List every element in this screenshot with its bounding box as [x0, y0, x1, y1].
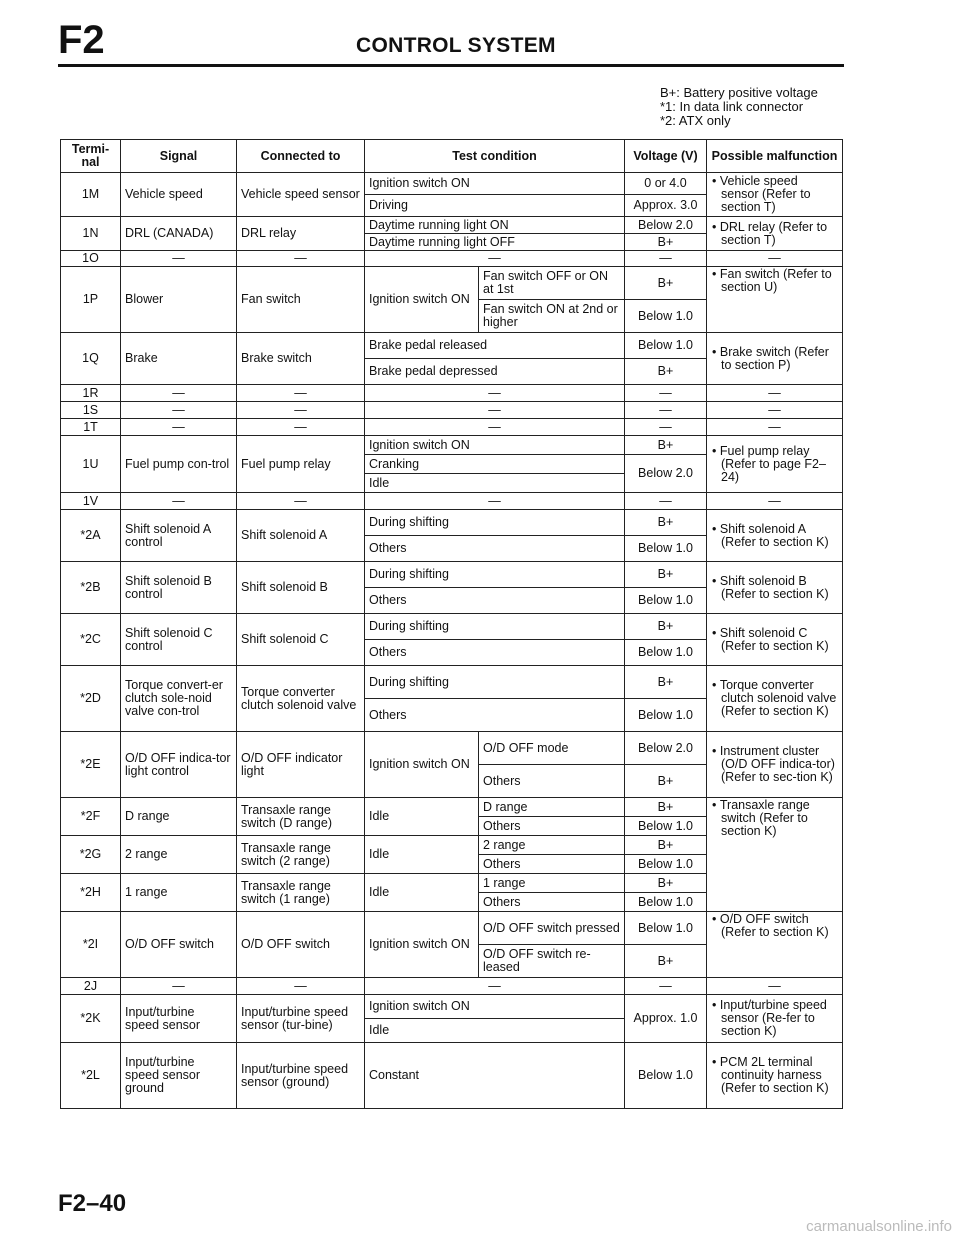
malfunction-cell: • Shift solenoid A (Refer to section K): [707, 510, 843, 562]
connected-cell: —: [237, 493, 365, 510]
note-atx: *2: ATX only: [660, 113, 731, 128]
signal-cell: 2 range: [121, 836, 237, 874]
signal-cell: Input/turbine speed sensor ground: [121, 1043, 237, 1109]
connected-cell: Fuel pump relay: [237, 436, 365, 493]
table-row: [61, 493, 843, 510]
voltage-cell: —: [625, 493, 707, 510]
terminal-cell: 1R: [61, 385, 121, 402]
voltage-cell: 0 or 4.0: [625, 173, 707, 195]
voltage-cell: B+: [625, 765, 707, 798]
page-number: F2–40: [58, 1190, 127, 1217]
test-cell: D range: [479, 798, 625, 817]
voltage-cell: Below 1.0: [625, 893, 707, 912]
signal-cell: —: [121, 419, 237, 436]
test-cell: Idle: [365, 1019, 625, 1043]
col-signal: Signal: [121, 140, 237, 173]
test-cell: Idle: [365, 474, 625, 493]
malfunction-cell: —: [707, 251, 843, 267]
signal-cell: —: [121, 385, 237, 402]
voltage-cell: B+: [625, 874, 707, 893]
table-row: [61, 510, 843, 536]
connected-cell: Brake switch: [237, 333, 365, 385]
terminal-cell: *2B: [61, 562, 121, 614]
test-cell: 1 range: [479, 874, 625, 893]
malfunction-cell: —: [707, 402, 843, 419]
signal-cell: D range: [121, 798, 237, 836]
test-group-cell: Idle: [365, 798, 479, 836]
terminal-cell: *2F: [61, 798, 121, 836]
voltage-cell: —: [625, 978, 707, 995]
voltage-cell: B+: [625, 798, 707, 817]
malfunction-cell: • PCM 2L terminal continuity harness (Refer to section K): [707, 1043, 843, 1109]
malfunction-cell: • Fan switch (Refer to section U): [707, 267, 843, 333]
signal-cell: Input/turbine speed sensor: [121, 995, 237, 1043]
signal-cell: Shift solenoid B control: [121, 562, 237, 614]
connected-cell: DRL relay: [237, 217, 365, 251]
table-row: [61, 333, 843, 359]
malfunction-cell: —: [707, 385, 843, 402]
voltage-cell: Below 2.0: [625, 217, 707, 234]
malfunction-cell: • O/D OFF switch (Refer to section K): [707, 912, 843, 978]
test-group-cell: Ignition switch ON: [365, 912, 479, 978]
connected-cell: Transaxle range switch (1 range): [237, 874, 365, 912]
voltage-cell: Below 1.0: [625, 1043, 707, 1109]
test-cell: —: [365, 251, 625, 267]
connected-cell: Shift solenoid B: [237, 562, 365, 614]
voltage-cell: —: [625, 419, 707, 436]
voltage-cell: B+: [625, 267, 707, 300]
test-group-cell: Ignition switch ON: [365, 732, 479, 798]
table-row: [61, 912, 843, 945]
header-rule: [58, 64, 844, 67]
voltage-cell: Below 1.0: [625, 912, 707, 945]
test-cell: Fan switch OFF or ON at 1st: [479, 267, 625, 300]
test-cell: Others: [365, 699, 625, 732]
test-cell: During shifting: [365, 510, 625, 536]
signal-cell: O/D OFF indica-tor light control: [121, 732, 237, 798]
signal-cell: —: [121, 493, 237, 510]
table-row: [61, 436, 843, 455]
col-terminal: Termi-nal: [61, 140, 121, 173]
test-cell: Daytime running light OFF: [365, 234, 625, 251]
signal-cell: 1 range: [121, 874, 237, 912]
malfunction-cell: • Vehicle speed sensor (Refer to section T): [707, 173, 843, 217]
connected-cell: Fan switch: [237, 267, 365, 333]
test-cell: O/D OFF switch re-leased: [479, 945, 625, 978]
connected-cell: Input/turbine speed sensor (ground): [237, 1043, 365, 1109]
connected-cell: Shift solenoid C: [237, 614, 365, 666]
terminal-cell: *2I: [61, 912, 121, 978]
terminal-cell: *2H: [61, 874, 121, 912]
voltage-cell: Approx. 3.0: [625, 195, 707, 217]
voltage-cell: Below 1.0: [625, 640, 707, 666]
test-cell: Others: [479, 817, 625, 836]
test-cell: Brake pedal depressed: [365, 359, 625, 385]
note-dlc: *1: In data link connector: [660, 99, 804, 114]
terminal-cell: *2D: [61, 666, 121, 732]
table-row: [61, 995, 843, 1019]
terminal-cell: 1V: [61, 493, 121, 510]
test-cell: Cranking: [365, 455, 625, 474]
voltage-cell: Approx. 1.0: [625, 995, 707, 1043]
malfunction-cell: • Shift solenoid B (Refer to section K): [707, 562, 843, 614]
voltage-cell: —: [625, 385, 707, 402]
signal-cell: Fuel pump con-trol: [121, 436, 237, 493]
test-cell: Ignition switch ON: [365, 436, 625, 455]
terminal-cell: 2J: [61, 978, 121, 995]
connected-cell: Torque converter clutch solenoid valve: [237, 666, 365, 732]
table-row: [61, 614, 843, 640]
voltage-cell: B+: [625, 436, 707, 455]
voltage-cell: B+: [625, 945, 707, 978]
test-cell: Others: [479, 765, 625, 798]
signal-cell: —: [121, 251, 237, 267]
table-row: [61, 666, 843, 699]
test-cell: O/D OFF mode: [479, 732, 625, 765]
table-row: [61, 1043, 843, 1109]
section-code: F2: [58, 18, 105, 62]
connected-cell: Vehicle speed sensor: [237, 173, 365, 217]
test-cell: Daytime running light ON: [365, 217, 625, 234]
test-cell: Others: [365, 536, 625, 562]
voltage-cell: Below 2.0: [625, 732, 707, 765]
test-cell: Fan switch ON at 2nd or higher: [479, 300, 625, 333]
voltage-cell: B+: [625, 234, 707, 251]
col-connected: Connected to: [237, 140, 365, 173]
malfunction-cell: —: [707, 419, 843, 436]
test-cell: Ignition switch ON: [365, 995, 625, 1019]
test-cell: During shifting: [365, 562, 625, 588]
table-row: [61, 798, 843, 817]
test-cell: Others: [479, 893, 625, 912]
terminal-cell: *2L: [61, 1043, 121, 1109]
test-cell: —: [365, 493, 625, 510]
col-test: Test condition: [365, 140, 625, 173]
table-header-row: [61, 140, 843, 173]
table-row: [61, 978, 843, 995]
connected-cell: Transaxle range switch (2 range): [237, 836, 365, 874]
test-cell: O/D OFF switch pressed: [479, 912, 625, 945]
table-row: [61, 402, 843, 419]
voltage-cell: B+: [625, 562, 707, 588]
table-row: [61, 267, 843, 300]
voltage-cell: Below 1.0: [625, 817, 707, 836]
test-cell: —: [365, 385, 625, 402]
test-cell: Driving: [365, 195, 625, 217]
table-row: [61, 173, 843, 195]
test-cell: Ignition switch ON: [365, 173, 625, 195]
table-row: [61, 562, 843, 588]
signal-cell: Brake: [121, 333, 237, 385]
voltage-cell: —: [625, 251, 707, 267]
malfunction-cell: • Shift solenoid C (Refer to section K): [707, 614, 843, 666]
legend-notes: [660, 86, 818, 128]
test-cell: Others: [365, 640, 625, 666]
connected-cell: —: [237, 402, 365, 419]
terminal-cell: 1Q: [61, 333, 121, 385]
signal-cell: —: [121, 978, 237, 995]
signal-cell: Vehicle speed: [121, 173, 237, 217]
test-cell: During shifting: [365, 666, 625, 699]
signal-cell: Blower: [121, 267, 237, 333]
terminal-cell: *2G: [61, 836, 121, 874]
test-group-cell: Idle: [365, 874, 479, 912]
voltage-cell: Below 1.0: [625, 699, 707, 732]
terminal-cell: 1T: [61, 419, 121, 436]
connected-cell: —: [237, 251, 365, 267]
terminal-cell: 1S: [61, 402, 121, 419]
col-voltage: Voltage (V): [625, 140, 707, 173]
connected-cell: O/D OFF indicator light: [237, 732, 365, 798]
signal-cell: —: [121, 402, 237, 419]
test-cell: Constant: [365, 1043, 625, 1109]
test-cell: Brake pedal released: [365, 333, 625, 359]
test-group-cell: Idle: [365, 836, 479, 874]
table-row: [61, 385, 843, 402]
test-cell: —: [365, 402, 625, 419]
test-cell: —: [365, 419, 625, 436]
table-row: [61, 732, 843, 765]
table-row: [61, 217, 843, 234]
page-title: CONTROL SYSTEM: [356, 34, 556, 57]
voltage-cell: B+: [625, 666, 707, 699]
malfunction-cell: • Transaxle range switch (Refer to section K): [707, 798, 843, 912]
test-cell: —: [365, 978, 625, 995]
connected-cell: —: [237, 385, 365, 402]
signal-cell: Shift solenoid A control: [121, 510, 237, 562]
malfunction-cell: • DRL relay (Refer to section T): [707, 217, 843, 251]
malfunction-cell: • Input/turbine speed sensor (Re-fer to section K): [707, 995, 843, 1043]
connected-cell: Transaxle range switch (D range): [237, 798, 365, 836]
terminal-cell: 1O: [61, 251, 121, 267]
voltage-cell: Below 2.0: [625, 455, 707, 493]
connected-cell: Input/turbine speed sensor (tur-bine): [237, 995, 365, 1043]
connected-cell: Shift solenoid A: [237, 510, 365, 562]
col-malfunction: Possible malfunction: [707, 140, 843, 173]
voltage-cell: B+: [625, 510, 707, 536]
voltage-cell: Below 1.0: [625, 333, 707, 359]
terminal-cell: *2A: [61, 510, 121, 562]
terminal-table: [60, 139, 843, 1109]
voltage-cell: B+: [625, 836, 707, 855]
terminal-cell: 1M: [61, 173, 121, 217]
malfunction-cell: • Instrument cluster (O/D OFF indica-tor) (Refer to sec-tion K): [707, 732, 843, 798]
test-cell: Others: [479, 855, 625, 874]
test-cell: Others: [365, 588, 625, 614]
test-cell: During shifting: [365, 614, 625, 640]
table-row: [61, 251, 843, 267]
terminal-cell: 1U: [61, 436, 121, 493]
signal-cell: Shift solenoid C control: [121, 614, 237, 666]
signal-cell: DRL (CANADA): [121, 217, 237, 251]
malfunction-cell: —: [707, 493, 843, 510]
voltage-cell: Below 1.0: [625, 855, 707, 874]
voltage-cell: B+: [625, 614, 707, 640]
malfunction-cell: • Fuel pump relay (Refer to page F2–24): [707, 436, 843, 493]
terminal-cell: *2E: [61, 732, 121, 798]
terminal-cell: 1N: [61, 217, 121, 251]
connected-cell: O/D OFF switch: [237, 912, 365, 978]
test-cell: 2 range: [479, 836, 625, 855]
voltage-cell: —: [625, 402, 707, 419]
signal-cell: O/D OFF switch: [121, 912, 237, 978]
signal-cell: Torque convert-er clutch sole-noid valve con-trol: [121, 666, 237, 732]
table-row: [61, 419, 843, 436]
malfunction-cell: —: [707, 978, 843, 995]
test-group-cell: Ignition switch ON: [365, 267, 479, 333]
malfunction-cell: • Torque converter clutch solenoid valve (Refer to section K): [707, 666, 843, 732]
voltage-cell: Below 1.0: [625, 588, 707, 614]
terminal-cell: *2K: [61, 995, 121, 1043]
terminal-cell: 1P: [61, 267, 121, 333]
note-battery: B+: Battery positive voltage: [660, 85, 818, 100]
watermark-text: carmanualsonline.info: [806, 1218, 952, 1235]
connected-cell: —: [237, 419, 365, 436]
voltage-cell: B+: [625, 359, 707, 385]
connected-cell: —: [237, 978, 365, 995]
malfunction-cell: • Brake switch (Refer to section P): [707, 333, 843, 385]
voltage-cell: Below 1.0: [625, 536, 707, 562]
terminal-cell: *2C: [61, 614, 121, 666]
voltage-cell: Below 1.0: [625, 300, 707, 333]
